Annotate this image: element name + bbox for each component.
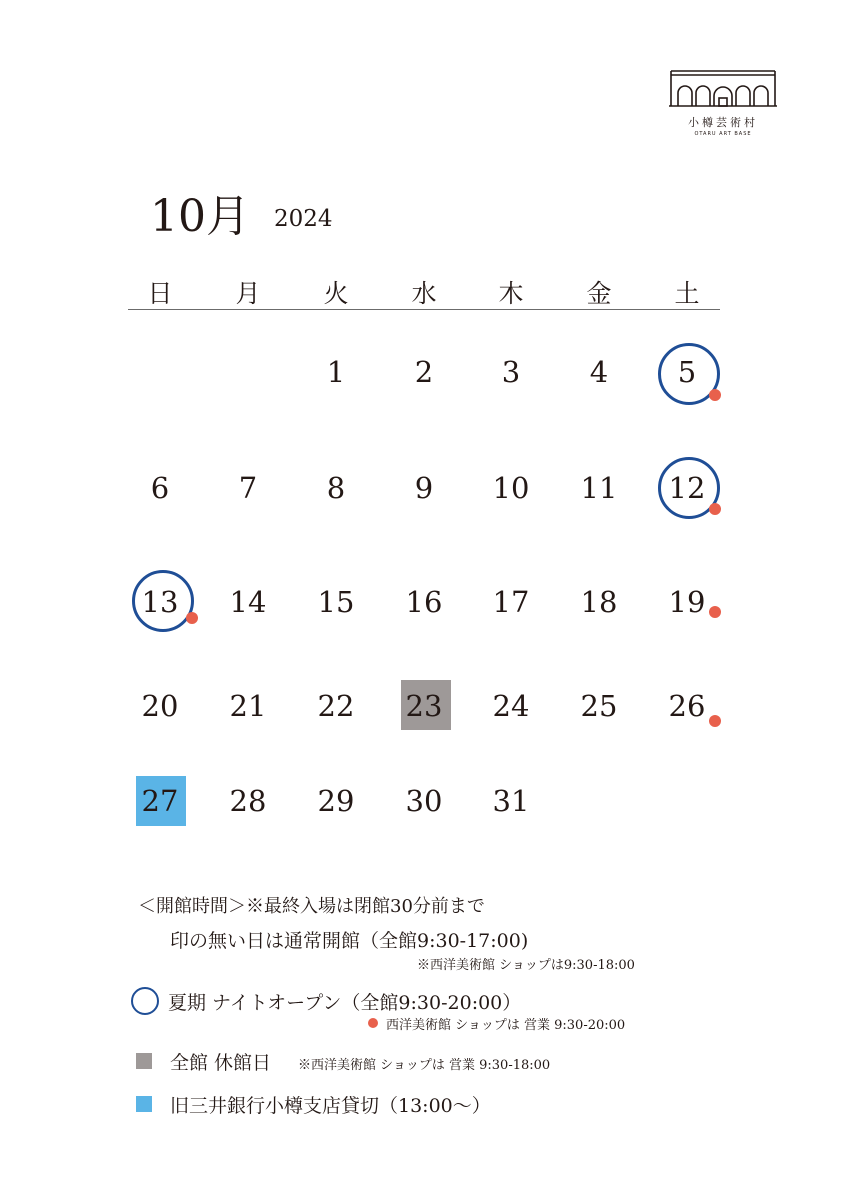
day-cell: 21 bbox=[229, 689, 267, 723]
normal-shop-note: ※西洋美術館 ショップは9:30-18:00 bbox=[417, 958, 635, 973]
night-open-text: 夏期 ナイトオープン（全館9:30-20:00） bbox=[168, 992, 522, 1014]
day-cell: 20 bbox=[141, 689, 179, 723]
night-shop-note: 西洋美術館 ショップは 営業 9:30-20:00 bbox=[386, 1018, 626, 1033]
day-cell: 14 bbox=[229, 585, 267, 619]
normal-days-text: 印の無い日は通常開館（全館9:30-17:00) bbox=[170, 930, 529, 952]
day-cell: 1 bbox=[326, 355, 346, 389]
calendar-month: 10月 bbox=[150, 191, 250, 242]
day-cell: 29 bbox=[317, 784, 355, 818]
weekday-tue: 火 bbox=[323, 279, 349, 308]
day-cell: 24 bbox=[492, 689, 530, 723]
day-cell: 19 bbox=[668, 585, 706, 619]
closed-note: ※西洋美術館 ショップは 営業 9:30-18:00 bbox=[298, 1058, 551, 1073]
hours-header: ＜開館時間＞※最終入場は閉館30分前まで bbox=[138, 896, 485, 917]
shop-open-dot bbox=[709, 503, 721, 515]
day-cell: 8 bbox=[326, 471, 346, 505]
day-cell: 27 bbox=[141, 784, 179, 818]
day-cell: 23 bbox=[405, 689, 443, 723]
weekday-sat: 土 bbox=[674, 279, 700, 308]
shop-open-dot bbox=[709, 389, 721, 401]
weekday-fri: 金 bbox=[586, 279, 612, 308]
day-cell: 13 bbox=[141, 585, 179, 619]
red-dot-icon bbox=[368, 1018, 378, 1028]
day-cell: 2 bbox=[414, 355, 434, 389]
shop-open-dot bbox=[709, 715, 721, 727]
day-cell: 6 bbox=[150, 471, 170, 505]
day-cell: 12 bbox=[668, 471, 706, 505]
gray-square-icon bbox=[136, 1053, 152, 1069]
day-cell: 25 bbox=[580, 689, 618, 723]
day-cell: 22 bbox=[317, 689, 355, 723]
closed-text: 全館 休館日 bbox=[170, 1052, 272, 1074]
logo-name: 小樽芸術村 bbox=[688, 116, 758, 129]
day-cell: 9 bbox=[414, 471, 434, 505]
shop-open-dot bbox=[709, 606, 721, 618]
day-cell: 11 bbox=[580, 471, 618, 505]
shop-open-dot bbox=[186, 612, 198, 624]
day-cell: 18 bbox=[580, 585, 618, 619]
weekday-thu: 木 bbox=[498, 279, 524, 308]
day-cell: 4 bbox=[589, 355, 609, 389]
header-divider bbox=[128, 309, 720, 310]
logo bbox=[668, 68, 778, 148]
blue-square-icon bbox=[136, 1096, 152, 1112]
day-cell: 28 bbox=[229, 784, 267, 818]
day-cell: 10 bbox=[492, 471, 530, 505]
building-arches-icon bbox=[668, 68, 778, 114]
weekday-mon: 月 bbox=[235, 279, 261, 308]
night-open-circle bbox=[132, 570, 194, 632]
day-cell: 3 bbox=[501, 355, 521, 389]
weekday-sun: 日 bbox=[147, 279, 173, 308]
day-cell: 16 bbox=[405, 585, 443, 619]
day-cell: 31 bbox=[492, 784, 530, 818]
calendar-year: 2024 bbox=[274, 206, 333, 232]
day-cell: 5 bbox=[677, 355, 697, 389]
day-cell: 17 bbox=[492, 585, 530, 619]
day-cell: 7 bbox=[238, 471, 258, 505]
day-cell: 15 bbox=[317, 585, 355, 619]
day-cell: 30 bbox=[405, 784, 443, 818]
weekday-wed: 水 bbox=[411, 279, 437, 308]
logo-subtitle: OTARU ART BASE bbox=[694, 131, 752, 137]
circle-outline-icon bbox=[131, 987, 159, 1015]
private-rental-text: 旧三井銀行小樽支店貸切（13:00～） bbox=[170, 1095, 491, 1117]
day-cell: 26 bbox=[668, 689, 706, 723]
